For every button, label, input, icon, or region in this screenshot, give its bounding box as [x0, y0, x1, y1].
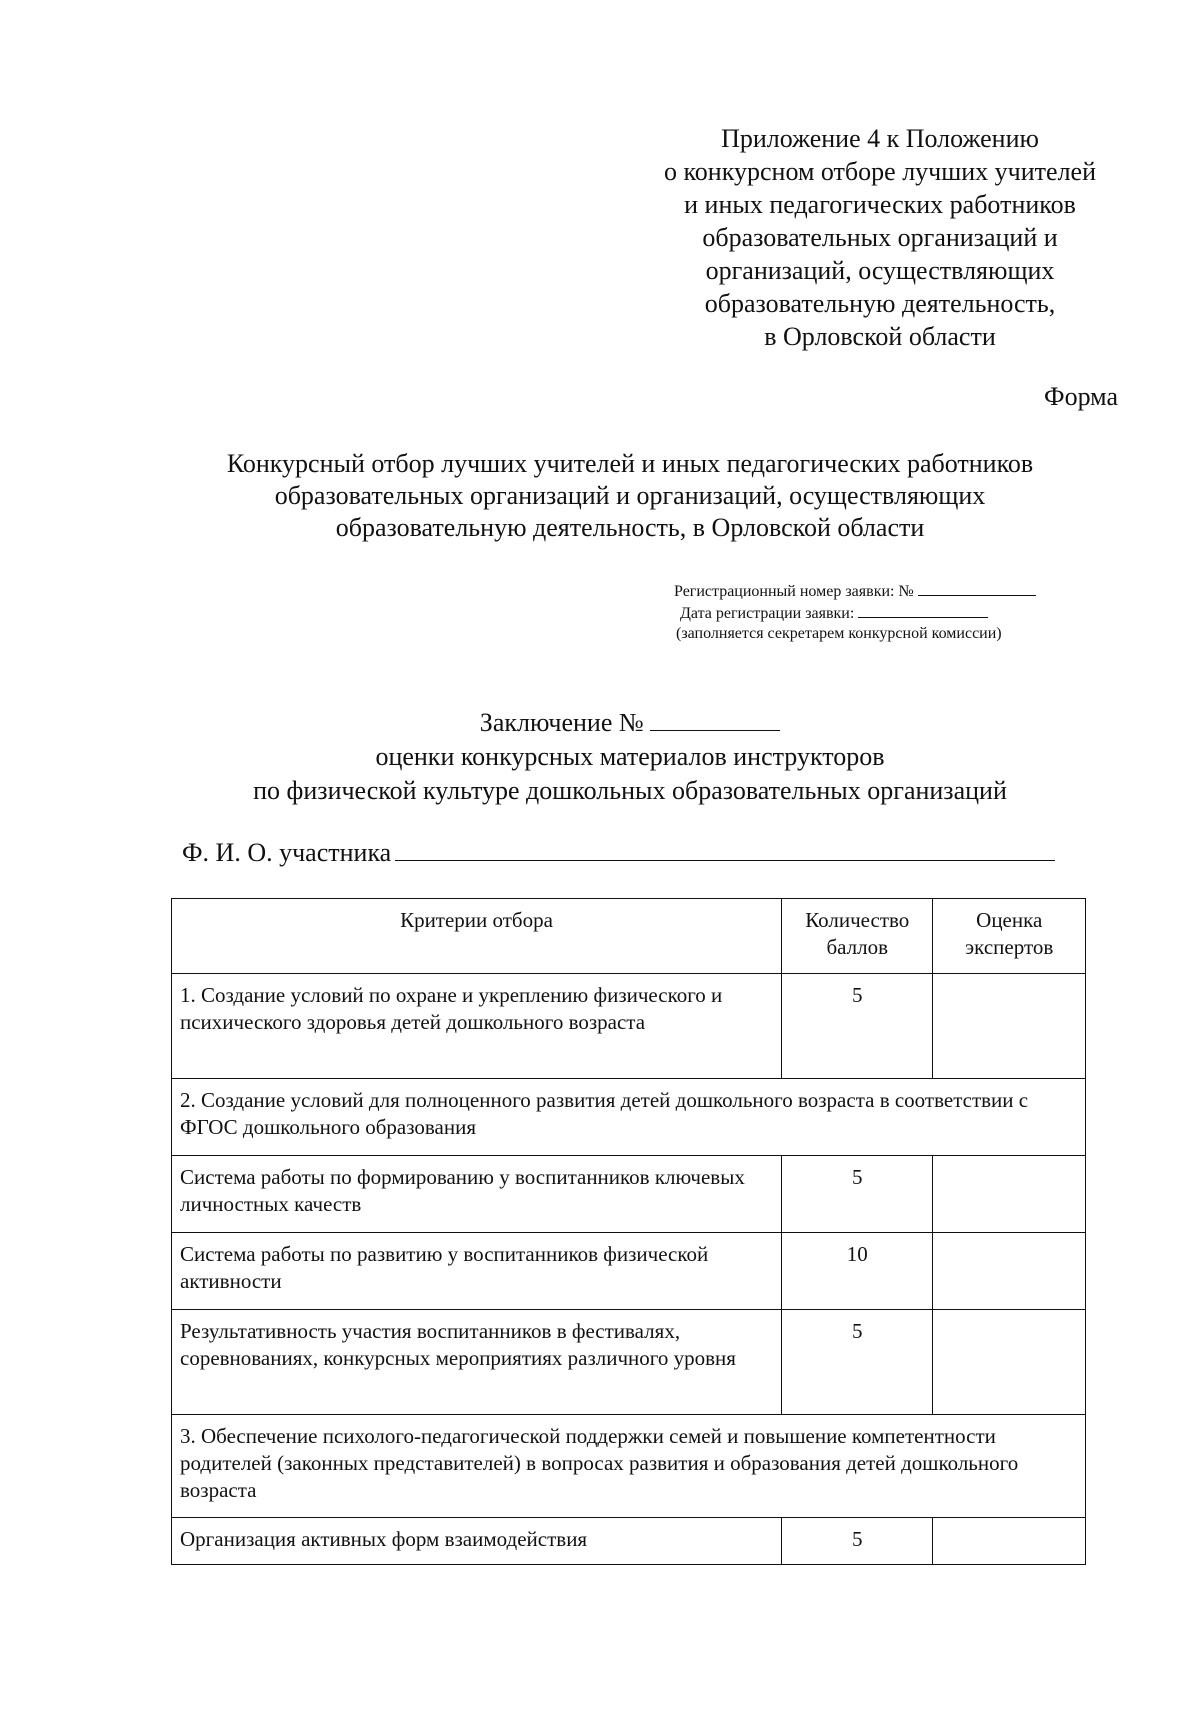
conclusion-number-blank[interactable] [650, 708, 780, 731]
participant-name-blank[interactable] [395, 838, 1055, 861]
competition-title-line: образовательную деятельность, в Орловской области [335, 513, 925, 542]
header-points: Количество баллов [782, 899, 933, 974]
criterion-cell: 1. Создание условий по охране и укреплению физического и психического здоровья детей дошкольного возраста [172, 974, 782, 1079]
conclusion-title-line [160, 706, 1100, 740]
conclusion-line: по физической культуре дошкольных образовательных организаций [253, 776, 1007, 805]
competition-title-line: Конкурсный отбор лучших учителей и иных педагогических работников [226, 449, 1034, 478]
table-row [172, 974, 1086, 1079]
table-row [172, 1310, 1086, 1415]
expert-score-cell[interactable] [933, 974, 1086, 1079]
conclusion-title [160, 706, 1100, 808]
points-cell: 5 [782, 1156, 933, 1233]
appendix-line: организаций, осуществляющих [705, 256, 1055, 285]
competition-title [160, 448, 1100, 544]
form-label: Форма [1044, 382, 1118, 411]
conclusion-line: оценки конкурсных материалов инструкторов [375, 742, 885, 771]
table-row [172, 1518, 1086, 1565]
registration-note: (заполняется секретарем конкурсной комиссии) [676, 625, 1002, 642]
criteria-table [171, 898, 1086, 1565]
registration-number-line [674, 580, 1036, 602]
criterion-cell: Организация активных форм взаимодействия [172, 1518, 782, 1565]
expert-score-cell[interactable] [933, 1233, 1086, 1310]
appendix-line: образовательных организаций и [702, 223, 1058, 252]
points-cell: 10 [782, 1233, 933, 1310]
table-row [172, 1233, 1086, 1310]
registration-number-label: Регистрационный номер заявки: № [674, 583, 914, 600]
criterion-cell: Результативность участия воспитанников в фестивалях, соревнованиях, конкурсных мероприятиях различного уровня [172, 1310, 782, 1415]
points-cell: 5 [782, 1518, 933, 1565]
appendix-line: Приложение 4 к Положению [721, 124, 1039, 153]
section-cell: 3. Обеспечение психолого-педагогической поддержки семей и повышение компетентности родителей (законных представителей) в вопросах развития и образования детей дошкольного возраста [172, 1415, 1086, 1518]
header-criteria: Критерии отбора [172, 899, 782, 974]
criterion-cell: Система работы по формированию у воспитанников ключевых личностных качеств [172, 1156, 782, 1233]
appendix-line: о конкурсном отборе лучших учителей [664, 157, 1096, 186]
table-row [172, 1156, 1086, 1233]
registration-date-label: Дата регистрации заявки: [680, 605, 855, 622]
appendix-line: в Орловской области [764, 322, 996, 351]
competition-title-line: образовательных организаций и организаций, осуществляющих [274, 481, 986, 510]
participant-name-label: Ф. И. О. участника [182, 838, 392, 867]
section-cell: 2. Создание условий для полноценного развития детей дошкольного возраста в соответствии с ФГОС дошкольного образования [172, 1079, 1086, 1156]
registration-date-blank[interactable] [858, 602, 988, 618]
points-cell: 5 [782, 1310, 933, 1415]
registration-date-line [674, 602, 1036, 624]
appendix-line: и иных педагогических работников [684, 190, 1076, 219]
header-expert-score: Оценка экспертов [933, 899, 1086, 974]
table-header-row [172, 899, 1086, 974]
section-row [172, 1079, 1086, 1156]
participant-name-line [182, 838, 1055, 868]
expert-score-cell[interactable] [933, 1518, 1086, 1565]
appendix-header [630, 122, 1130, 353]
registration-number-blank[interactable] [918, 580, 1036, 596]
expert-score-cell[interactable] [933, 1156, 1086, 1233]
criterion-cell: Система работы по развитию у воспитанников физической активности [172, 1233, 782, 1310]
appendix-line: образовательную деятельность, [704, 289, 1056, 318]
points-cell: 5 [782, 974, 933, 1079]
expert-score-cell[interactable] [933, 1310, 1086, 1415]
conclusion-number-label: Заключение № [479, 708, 644, 737]
section-row [172, 1415, 1086, 1518]
registration-block [674, 580, 1036, 644]
